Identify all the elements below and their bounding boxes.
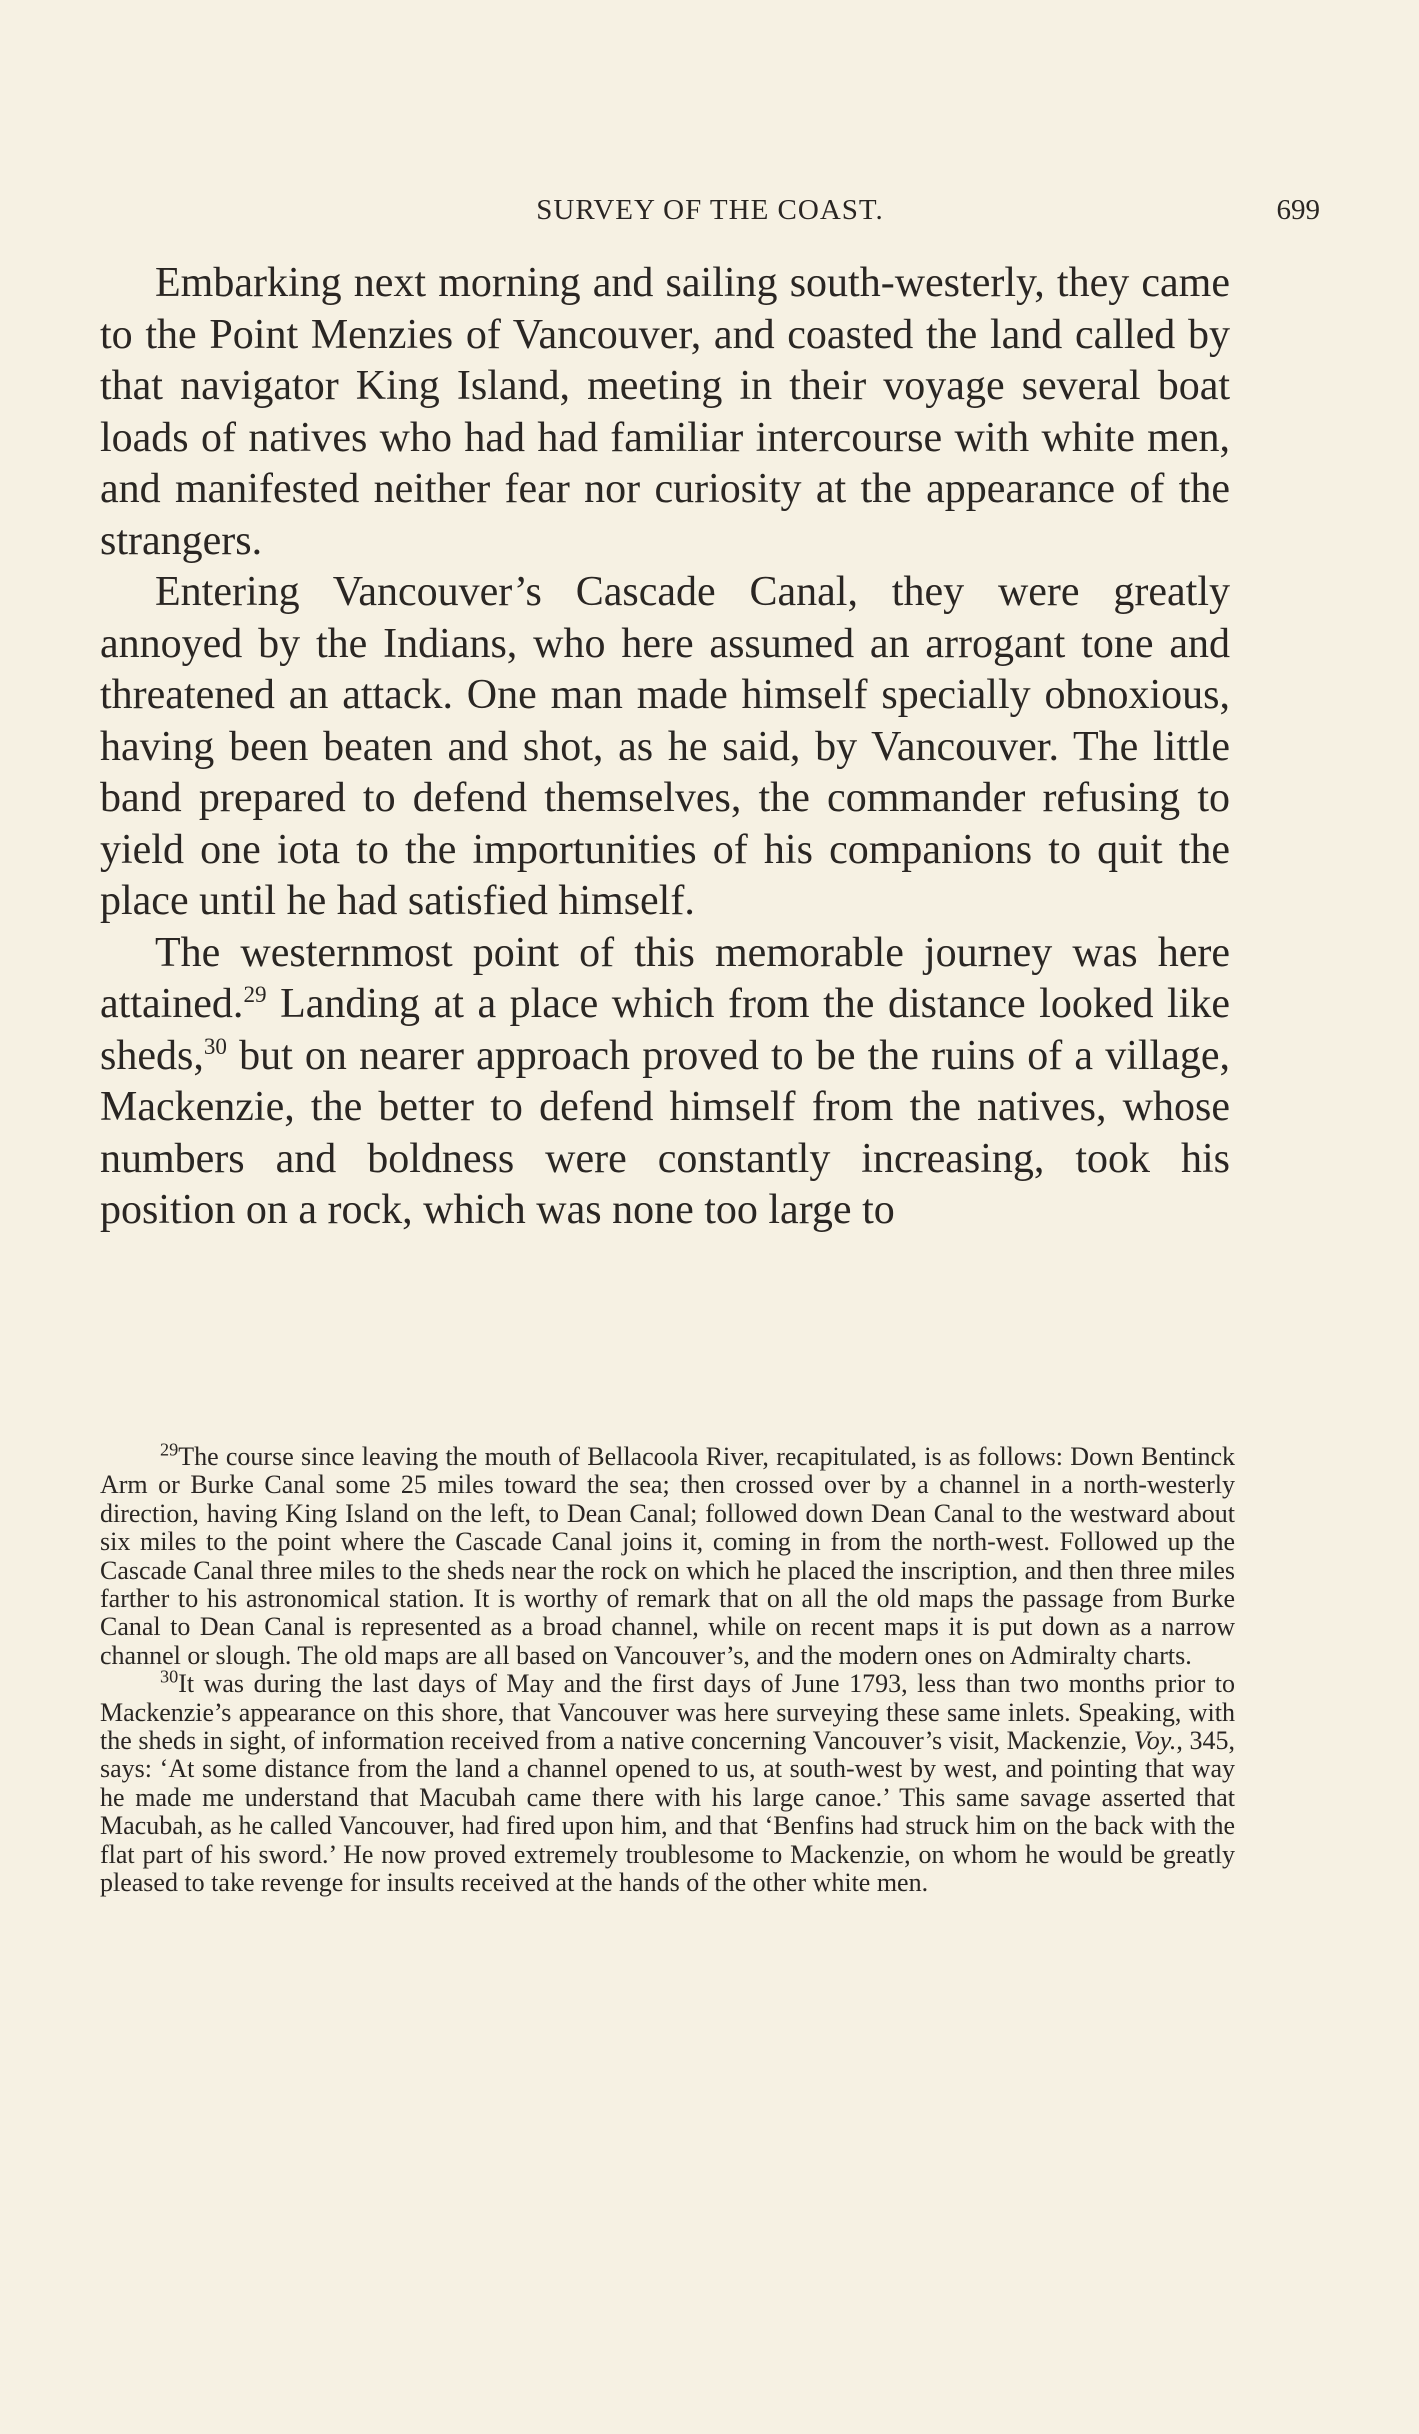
- footnote-30-citation: Voy.: [1133, 1726, 1177, 1756]
- paragraph-3: [100, 928, 1230, 1237]
- paragraph-3-text-c: but on nearer approach proved to be the ruins of a village, Mackenzie, the better to defend himself from the natives, whose numbers and boldness were constantly increasing, took his position on a rock, which was none too large to: [100, 1032, 1230, 1233]
- footnote-29-text: The course since leaving the mouth of Bellacoola River, recapitulated, is as follows: Down Bentinck Arm or Burke Canal some 25 miles toward the sea; then crossed over by a channel in a north-westerly direction, having King Island on the left, to Dean Canal; followed down Dean Canal to the westward about six miles to the point where the Cascade Canal joins it, coming in from the north-west. Followed up the Cascade Canal three miles to the sheds near the rock on which he placed the inscription, and then three miles farther to his astronomical station. It is worthy of remark that on all the old maps the passage from Burke Canal to Dean Canal is represented as a broad channel, while on recent maps it is put down as a narrow channel or slough. The old maps are all based on Vancouver’s, and the modern ones on Admiralty charts.: [100, 1442, 1235, 1670]
- paragraph-3-text-b: Landing at a place which from the distance looked like sheds,: [100, 981, 1230, 1079]
- footnote-30-text-a: It was during the last days of May and the first days of June 1793, less than two months prior to Mackenzie’s appearance on this shore, that Vancouver was here surveying these same inlets. Speaking, with the sheds in sight, of information received from a native concerning Vancouver’s visit, Mackenzie,: [100, 1669, 1235, 1756]
- running-head: [100, 190, 1320, 230]
- paragraph-3-text-a: The westernmost point of this memorable journey was here attained.: [100, 929, 1230, 1027]
- paragraph-1: Embarking next morning and sailing south-westerly, they came to the Point Menzies of Vancouver, and coasted the land called by that navigator King Island, meeting in their voyage several boat loads of natives who had had familiar intercourse with white men, and manifested neither fear nor curiosity at the appearance of the strangers.: [100, 260, 1230, 564]
- footnote-30-text-b: , 345, says: ‘At some distance from the land a channel opened to us, at south-west by west, and pointing that way he made me understand that Macubah came there with his large canoe.’ This same savage asserted that Macubah, as he called Vancouver, had fired upon him, and that ‘Benfins had struck him on the back with the flat part of his sword.’ He now proved extremely troublesome to Mackenzie, on whom he would be greatly pleased to take revenge for insults received at the hands of the other white men.: [100, 1726, 1236, 1898]
- footnote-30-mark: 30: [160, 1666, 179, 1687]
- footnote-ref-29: 29: [243, 981, 267, 1007]
- footnote-ref-30: 30: [203, 1032, 227, 1059]
- footnotes: [100, 1439, 1236, 1898]
- footnote-30: [100, 1666, 1236, 1898]
- footnote-29: [100, 1439, 1235, 1670]
- running-title: SURVEY OF THE COAST.: [536, 194, 884, 226]
- main-text: [100, 258, 1230, 1237]
- footnote-29-mark: 29: [160, 1439, 179, 1460]
- paragraph-2: Entering Vancouver’s Cascade Canal, they were greatly annoyed by the Indians, who here assumed an arrogant tone and threatened an attack. One man made himself specially obnoxious, having been beaten and shot, as he said, by Vancouver. The little band prepared to defend themselves, the commander refusing to yield one iota to the importunities of his companions to quit the place until he had satisfied himself.: [100, 569, 1230, 924]
- page-number: 699: [1276, 194, 1320, 226]
